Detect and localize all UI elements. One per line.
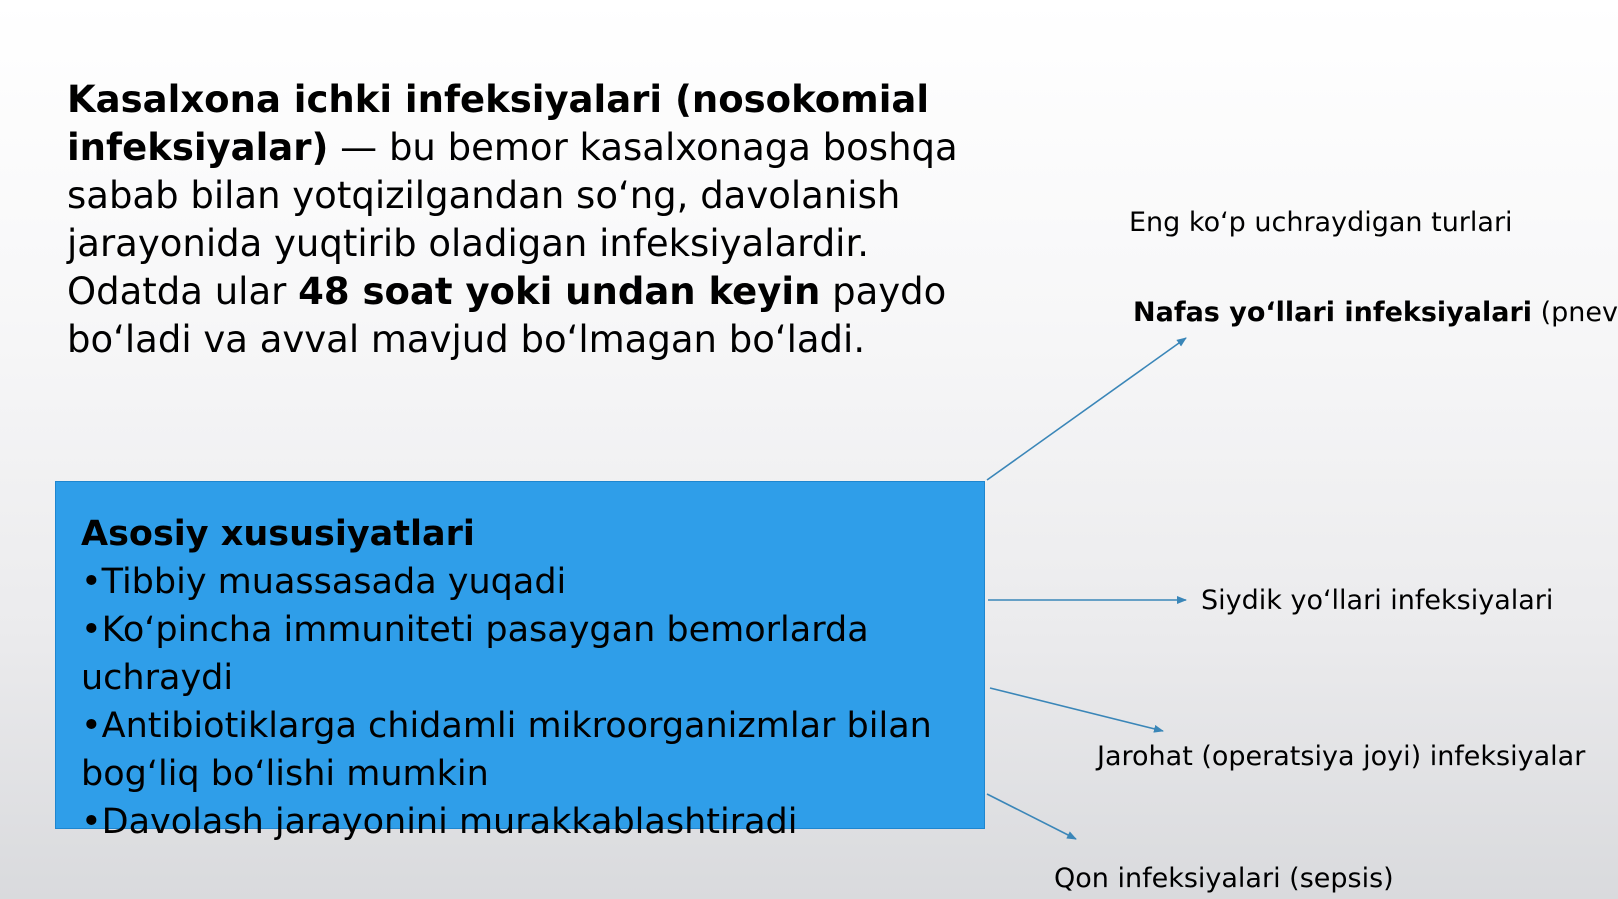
- feature-item-1: •Tibbiy muassasada yuqadi: [81, 562, 567, 602]
- feature-item-4: •Davolash jarayonini murakkablashtiradi: [81, 802, 798, 842]
- features-title: Asosiy xususiyatlari: [81, 514, 475, 554]
- definition-timing: 48 soat yoki undan keyin: [298, 270, 821, 313]
- type-surgical: Jarohat (operatsiya joyi) infeksiyalar: [1097, 741, 1586, 772]
- feature-item-3: •Antibiotiklarga chidamli mikroorganizmlar bilan bog‘liq bo‘lishi mumkin: [81, 706, 932, 794]
- type-respiratory-note: (pnev: [1532, 297, 1618, 328]
- type-respiratory: [1133, 296, 1618, 330]
- arrow-to-blood: [987, 794, 1076, 839]
- definition-text-1: — bu bemor kasalxonaga boshqa sabab bilan yotqizilgandan so‘ng, davolanish jarayonida yuqtirib oladigan infeksiyalardir. Odatda ular: [67, 126, 958, 313]
- type-respiratory-name: Nafas yo‘llari infeksiyalari: [1133, 297, 1533, 328]
- type-urinary: Siydik yo‘llari infeksiyalari: [1201, 585, 1554, 616]
- arrow-to-surgical: [990, 688, 1163, 731]
- type-blood: Qon infeksiyalari (sepsis): [1054, 863, 1394, 894]
- types-heading: Eng ko‘p uchraydigan turlari: [1129, 207, 1513, 238]
- definition-term: Kasalxona ichki infeksiyalari (nosokomial infeksiyalar): [67, 78, 930, 169]
- feature-item-2: •Ko‘pincha immuniteti pasaygan bemorlarda uchraydi: [81, 610, 869, 698]
- definition-text-2: paydo bo‘ladi va avval mavjud bo‘lmagan bo‘ladi.: [67, 270, 947, 361]
- arrow-to-respiratory: [987, 338, 1186, 480]
